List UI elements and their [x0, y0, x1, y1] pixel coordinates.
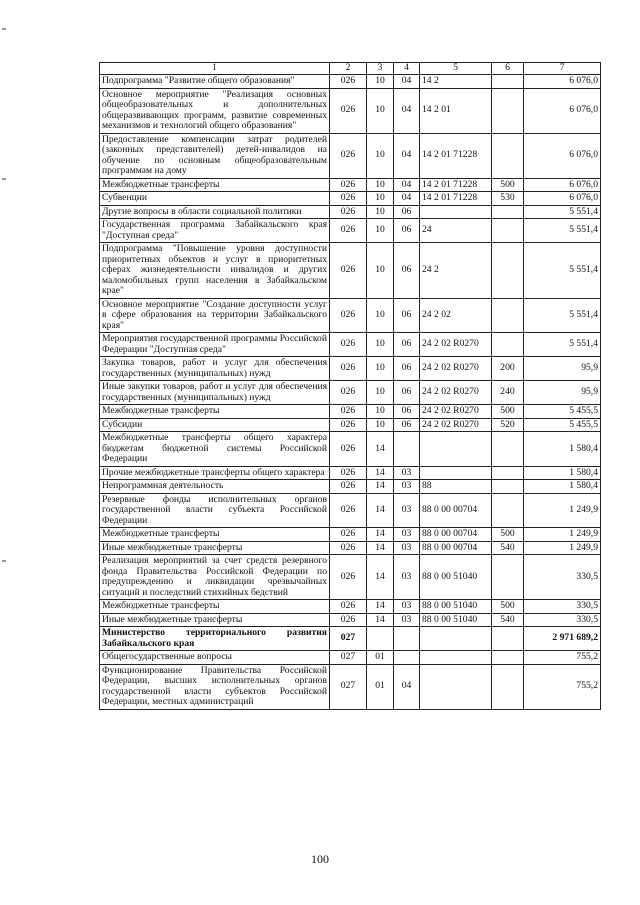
column-header: 2 [330, 63, 367, 75]
ministry-code-cell: 026 [330, 88, 367, 133]
subsection-code-cell: 04 [394, 664, 420, 709]
table-row [100, 664, 601, 709]
subsection-code-cell: 06 [394, 357, 420, 381]
ministry-code-cell: 026 [330, 613, 367, 627]
expense-type-cell [492, 133, 524, 178]
amount-cell: 6 076,0 [524, 133, 601, 178]
table-row [100, 466, 601, 480]
target-article-cell: 14 2 01 [420, 88, 492, 133]
row-name-cell: Реализация мероприятий за счет средств резервного фонда Правительства Российской Федерации по предупреждению и ликвидации чрезвычайных ситуаций и последствий стихийных бедствий [100, 555, 330, 600]
expense-type-cell [492, 664, 524, 709]
table-row [100, 192, 601, 206]
column-header: 5 [420, 63, 492, 75]
table-row [100, 555, 601, 600]
section-code-cell: 10 [367, 219, 394, 243]
budget-table [99, 62, 601, 710]
row-name-cell: Министерство территориального развития Забайкальского края [100, 627, 330, 651]
amount-cell: 5 551,4 [524, 205, 601, 219]
row-name-cell: Предоставление компенсации затрат родителей (законных представителей) детей-инвалидов на обучение по основным общеобразовательным программам на дому [100, 133, 330, 178]
ministry-code-cell: 026 [330, 243, 367, 299]
subsection-code-cell: 03 [394, 541, 420, 555]
target-article-cell: 88 0 00 00704 [420, 528, 492, 542]
amount-cell: 1 580,4 [524, 466, 601, 480]
subsection-code-cell: 06 [394, 381, 420, 405]
subsection-code-cell: 06 [394, 205, 420, 219]
amount-cell: 755,2 [524, 651, 601, 665]
target-article-cell: 24 2 02 R0270 [420, 418, 492, 432]
row-name-cell: Иные межбюджетные трансферты [100, 541, 330, 555]
row-name-cell: Резервные фонды исполнительных органов государственной власти субъекта Российской Федерации [100, 493, 330, 528]
ministry-code-cell: 026 [330, 133, 367, 178]
row-name-cell: Прочие межбюджетные трансферты общего характера [100, 466, 330, 480]
ministry-code-cell: 026 [330, 493, 367, 528]
amount-cell: 6 076,0 [524, 88, 601, 133]
table-row [100, 178, 601, 192]
table-row [100, 333, 601, 357]
amount-cell: 755,2 [524, 664, 601, 709]
expense-type-cell: 520 [492, 418, 524, 432]
row-name-cell: Подпрограмма "Развитие общего образования" [100, 75, 330, 89]
row-name-cell: Межбюджетные трансферты [100, 528, 330, 542]
section-code-cell: 10 [367, 178, 394, 192]
subsection-code-cell: 04 [394, 75, 420, 89]
row-name-cell: Государственная программа Забайкальского края "Доступная среда" [100, 219, 330, 243]
table-row [100, 381, 601, 405]
subsection-code-cell: 03 [394, 600, 420, 614]
ministry-code-cell: 026 [330, 432, 367, 467]
section-code-cell: 14 [367, 600, 394, 614]
subsection-code-cell: 03 [394, 466, 420, 480]
ministry-code-cell: 026 [330, 333, 367, 357]
table-row [100, 418, 601, 432]
table-row [100, 205, 601, 219]
section-code-cell: 10 [367, 405, 394, 419]
table-row [100, 133, 601, 178]
row-name-cell: Межбюджетные трансферты [100, 600, 330, 614]
target-article-cell: 14 2 01 71228 [420, 178, 492, 192]
target-article-cell: 24 2 02 R0270 [420, 381, 492, 405]
section-code-cell: 14 [367, 613, 394, 627]
row-name-cell: Закупка товаров, работ и услуг для обеспечения государственных (муниципальных) нужд [100, 357, 330, 381]
target-article-cell [420, 205, 492, 219]
subsection-code-cell [394, 432, 420, 467]
ministry-code-cell: 027 [330, 627, 367, 651]
amount-cell: 95,9 [524, 357, 601, 381]
ministry-code-cell: 026 [330, 298, 367, 333]
scan-edge-mark [2, 28, 6, 30]
amount-cell: 5 455,5 [524, 405, 601, 419]
row-name-cell: Функционирование Правительства Российской Федерации, высших исполнительных органов государственной власти субъектов Российской Федерации, местных администраций [100, 664, 330, 709]
row-name-cell: Непрограммная деятельность [100, 480, 330, 494]
table-row [100, 528, 601, 542]
subsection-code-cell: 03 [394, 528, 420, 542]
amount-cell: 6 076,0 [524, 75, 601, 89]
target-article-cell: 88 0 00 51040 [420, 555, 492, 600]
table-row [100, 219, 601, 243]
amount-cell: 1 249,9 [524, 528, 601, 542]
ministry-code-cell: 026 [330, 405, 367, 419]
expense-type-cell: 540 [492, 541, 524, 555]
subsection-code-cell [394, 651, 420, 665]
expense-type-cell: 500 [492, 178, 524, 192]
section-code-cell: 10 [367, 243, 394, 299]
subsection-code-cell: 06 [394, 243, 420, 299]
scan-edge-mark [2, 560, 6, 562]
subsection-code-cell: 04 [394, 192, 420, 206]
expense-type-cell [492, 627, 524, 651]
table-row [100, 432, 601, 467]
ministry-code-cell: 026 [330, 178, 367, 192]
ministry-code-cell: 026 [330, 192, 367, 206]
ministry-code-cell: 027 [330, 651, 367, 665]
expense-type-cell [492, 432, 524, 467]
section-code-cell: 10 [367, 75, 394, 89]
amount-cell: 5 551,4 [524, 333, 601, 357]
amount-cell: 5 551,4 [524, 243, 601, 299]
amount-cell: 330,5 [524, 600, 601, 614]
section-code-cell: 10 [367, 298, 394, 333]
target-article-cell: 88 0 00 00704 [420, 493, 492, 528]
expense-type-cell [492, 466, 524, 480]
ministry-code-cell: 026 [330, 219, 367, 243]
target-article-cell: 24 2 02 R0270 [420, 333, 492, 357]
table-row [100, 357, 601, 381]
section-code-cell: 14 [367, 432, 394, 467]
amount-cell: 1 580,4 [524, 480, 601, 494]
subsection-code-cell: 06 [394, 405, 420, 419]
target-article-cell: 24 2 02 R0270 [420, 357, 492, 381]
section-code-cell: 14 [367, 466, 394, 480]
subsection-code-cell: 04 [394, 178, 420, 192]
section-code-cell: 10 [367, 192, 394, 206]
target-article-cell [420, 432, 492, 467]
section-code-cell: 14 [367, 528, 394, 542]
section-code-cell: 14 [367, 541, 394, 555]
ministry-code-cell: 026 [330, 466, 367, 480]
ministry-code-cell: 026 [330, 75, 367, 89]
target-article-cell: 14 2 [420, 75, 492, 89]
expense-type-cell [492, 651, 524, 665]
ministry-code-cell: 026 [330, 541, 367, 555]
section-code-cell: 10 [367, 381, 394, 405]
subsection-code-cell: 04 [394, 88, 420, 133]
row-name-cell: Основное мероприятие "Создание доступности услуг в сфере образования на территории Забайкальского края" [100, 298, 330, 333]
table-header-row [100, 63, 601, 75]
section-code-cell: 10 [367, 357, 394, 381]
subsection-code-cell: 03 [394, 555, 420, 600]
section-code-cell: 14 [367, 555, 394, 600]
target-article-cell: 24 2 02 R0270 [420, 405, 492, 419]
table-row [100, 493, 601, 528]
subsection-code-cell: 03 [394, 493, 420, 528]
table-row [100, 541, 601, 555]
amount-cell: 95,9 [524, 381, 601, 405]
row-name-cell: Межбюджетные трансферты [100, 405, 330, 419]
expense-type-cell: 200 [492, 357, 524, 381]
expense-type-cell [492, 333, 524, 357]
amount-cell: 2 971 689,2 [524, 627, 601, 651]
column-header: 1 [100, 63, 330, 75]
section-code-cell: 14 [367, 493, 394, 528]
column-header: 4 [394, 63, 420, 75]
row-name-cell: Субсидии [100, 418, 330, 432]
target-article-cell: 24 [420, 219, 492, 243]
column-header: 7 [524, 63, 601, 75]
row-name-cell: Межбюджетные трансферты [100, 178, 330, 192]
expense-type-cell [492, 480, 524, 494]
subsection-code-cell: 06 [394, 333, 420, 357]
target-article-cell [420, 664, 492, 709]
expense-type-cell [492, 205, 524, 219]
section-code-cell: 14 [367, 480, 394, 494]
expense-type-cell: 530 [492, 192, 524, 206]
scan-edge-mark [2, 178, 6, 180]
amount-cell: 1 249,9 [524, 541, 601, 555]
target-article-cell: 24 2 [420, 243, 492, 299]
amount-cell: 330,5 [524, 555, 601, 600]
amount-cell: 1 249,9 [524, 493, 601, 528]
subsection-code-cell: 04 [394, 133, 420, 178]
row-name-cell: Субвенции [100, 192, 330, 206]
amount-cell: 6 076,0 [524, 192, 601, 206]
subsection-code-cell [394, 627, 420, 651]
subsection-code-cell: 06 [394, 418, 420, 432]
ministry-code-cell: 026 [330, 381, 367, 405]
section-code-cell: 01 [367, 664, 394, 709]
row-name-cell: Иные закупки товаров, работ и услуг для обеспечения государственных (муниципальных) нужд [100, 381, 330, 405]
expense-type-cell: 540 [492, 613, 524, 627]
table-row [100, 88, 601, 133]
ministry-code-cell: 026 [330, 205, 367, 219]
section-code-cell: 10 [367, 333, 394, 357]
expense-type-cell: 500 [492, 600, 524, 614]
amount-cell: 1 580,4 [524, 432, 601, 467]
section-code-cell: 10 [367, 418, 394, 432]
target-article-cell [420, 627, 492, 651]
table-row [100, 480, 601, 494]
ministry-code-cell: 026 [330, 418, 367, 432]
expense-type-cell [492, 493, 524, 528]
ministry-code-cell: 026 [330, 555, 367, 600]
target-article-cell [420, 466, 492, 480]
expense-type-cell [492, 243, 524, 299]
ministry-code-cell: 027 [330, 664, 367, 709]
ministry-code-cell: 026 [330, 357, 367, 381]
table-row [100, 627, 601, 651]
row-name-cell: Другие вопросы в области социальной политики [100, 205, 330, 219]
ministry-code-cell: 026 [330, 480, 367, 494]
target-article-cell: 88 [420, 480, 492, 494]
section-code-cell [367, 627, 394, 651]
expense-type-cell [492, 75, 524, 89]
column-header: 3 [367, 63, 394, 75]
subsection-code-cell: 06 [394, 219, 420, 243]
expense-type-cell: 500 [492, 405, 524, 419]
page-number: 100 [311, 852, 329, 866]
target-article-cell: 14 2 01 71228 [420, 133, 492, 178]
row-name-cell: Мероприятия государственной программы Российской Федерации "Доступная среда" [100, 333, 330, 357]
target-article-cell: 24 2 02 [420, 298, 492, 333]
table-row [100, 75, 601, 89]
section-code-cell: 01 [367, 651, 394, 665]
table-row [100, 298, 601, 333]
expense-type-cell [492, 219, 524, 243]
row-name-cell: Подпрограмма "Повышение уровня доступности приоритетных объектов и услуг в приоритетных сферах жизнедеятельности инвалидов и других маломобильных групп населения в Забайкальском крае" [100, 243, 330, 299]
section-code-cell: 10 [367, 88, 394, 133]
expense-type-cell [492, 88, 524, 133]
section-code-cell: 10 [367, 133, 394, 178]
expense-type-cell [492, 555, 524, 600]
expense-type-cell: 240 [492, 381, 524, 405]
amount-cell: 5 455,5 [524, 418, 601, 432]
table-row [100, 405, 601, 419]
ministry-code-cell: 026 [330, 528, 367, 542]
table-row [100, 613, 601, 627]
ministry-code-cell: 026 [330, 600, 367, 614]
amount-cell: 6 076,0 [524, 178, 601, 192]
row-name-cell: Иные межбюджетные трансферты [100, 613, 330, 627]
row-name-cell: Общегосударственные вопросы [100, 651, 330, 665]
table-body [100, 75, 601, 710]
target-article-cell: 14 2 01 71228 [420, 192, 492, 206]
row-name-cell: Межбюджетные трансферты общего характера бюджетам бюджетной системы Российской Федерации [100, 432, 330, 467]
table-row [100, 651, 601, 665]
amount-cell: 5 551,4 [524, 219, 601, 243]
amount-cell: 330,5 [524, 613, 601, 627]
expense-type-cell: 500 [492, 528, 524, 542]
amount-cell: 5 551,4 [524, 298, 601, 333]
target-article-cell [420, 651, 492, 665]
section-code-cell: 10 [367, 205, 394, 219]
row-name-cell: Основное мероприятие "Реализация основных общеобразовательных и дополнительных общеразвивающих программ, развитие современных механизмов и технологий общего образования" [100, 88, 330, 133]
table-row [100, 243, 601, 299]
target-article-cell: 88 0 00 51040 [420, 600, 492, 614]
target-article-cell: 88 0 00 00704 [420, 541, 492, 555]
table-row [100, 600, 601, 614]
subsection-code-cell: 03 [394, 480, 420, 494]
target-article-cell: 88 0 00 51040 [420, 613, 492, 627]
subsection-code-cell: 03 [394, 613, 420, 627]
column-header: 6 [492, 63, 524, 75]
subsection-code-cell: 06 [394, 298, 420, 333]
expense-type-cell [492, 298, 524, 333]
